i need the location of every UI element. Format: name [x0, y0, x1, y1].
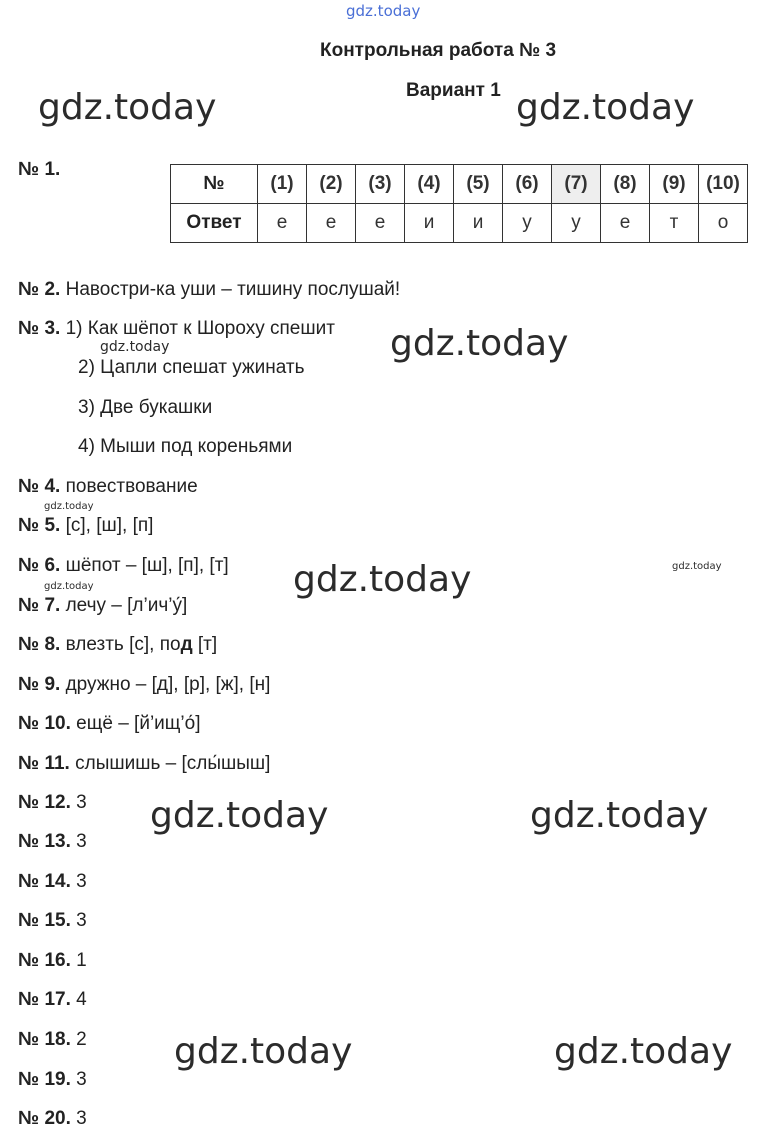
header-cell: № [171, 165, 258, 204]
task-number: № 15. [18, 910, 71, 931]
task-number: № 2. [18, 279, 61, 300]
task-number: № 20. [18, 1108, 71, 1129]
task-number: № 5. [18, 515, 61, 536]
answer-cell: и [454, 204, 503, 243]
answer-cell: у [503, 204, 552, 243]
watermark: gdz.today [38, 87, 217, 128]
task-answer-item: 1) Как шёпот к Шороху спешит [65, 318, 335, 339]
task-answer: 4 [76, 989, 87, 1010]
task-number: № 1. [18, 159, 61, 180]
task-number: № 17. [18, 989, 71, 1010]
watermark: gdz.today [150, 795, 329, 836]
answer-cell: е [356, 204, 405, 243]
task-answer-bold: д [180, 634, 193, 655]
task-answer: ещё – [й’ищ’о́] [76, 713, 201, 734]
task-number: № 10. [18, 713, 71, 734]
task-answer: 3 [76, 910, 87, 931]
column-header: (3) [356, 165, 405, 204]
task-9 [18, 673, 270, 697]
watermark: gdz.today [44, 581, 94, 592]
task-number: № 12. [18, 792, 71, 813]
column-header: (6) [503, 165, 552, 204]
watermark: gdz.today [44, 501, 94, 512]
answers-table [170, 164, 748, 243]
task-answer: [т] [192, 634, 218, 655]
task-answer: 3 [76, 871, 87, 892]
task-answer-item: 4) Мыши под кореньями [78, 436, 293, 457]
task-15 [18, 909, 87, 933]
watermark: gdz.today [554, 1031, 733, 1072]
column-header: (10) [699, 165, 748, 204]
task-10 [18, 712, 200, 736]
task-number: № 9. [18, 674, 61, 695]
watermark: gdz.today [672, 561, 722, 572]
task-14 [18, 870, 87, 894]
task-number: № 6. [18, 555, 61, 576]
answer-cell: т [650, 204, 699, 243]
task-17 [18, 988, 87, 1012]
task-answer: [с], [ш], [п] [65, 515, 154, 536]
task-answer: 3 [76, 1108, 87, 1129]
task-6 [18, 554, 229, 578]
task-8 [18, 633, 217, 657]
task-answer: 3 [76, 1069, 87, 1090]
task-answer: Навостри-ка уши – тишину послушай! [65, 279, 401, 300]
task-answer: лечу – [л’ич’у́] [65, 595, 188, 616]
task-answer: дружно – [д], [р], [ж], [н] [65, 674, 271, 695]
column-header: (9) [650, 165, 699, 204]
task-7 [18, 594, 187, 618]
column-header: (2) [307, 165, 356, 204]
task-answer: шёпот – [ш], [п], [т] [65, 555, 229, 576]
task-number: № 11. [18, 753, 70, 774]
task-13 [18, 830, 87, 854]
task-number: № 18. [18, 1029, 71, 1050]
watermark: gdz.today [174, 1031, 353, 1072]
answer-cell: о [699, 204, 748, 243]
answer-cell: и [405, 204, 454, 243]
table-header-row [171, 165, 748, 204]
task-number: № 14. [18, 871, 71, 892]
task-answer: 2 [76, 1029, 87, 1050]
task-11 [18, 752, 270, 776]
answer-cell: е [307, 204, 356, 243]
task-2 [18, 278, 400, 302]
column-header: (7) [552, 165, 601, 204]
watermark: gdz.today [100, 339, 170, 355]
task-answer-item: 2) Цапли спешат ужинать [78, 357, 305, 378]
table-answer-row [171, 204, 748, 243]
answer-cell: у [552, 204, 601, 243]
task-number: № 8. [18, 634, 61, 655]
task-number: № 7. [18, 595, 61, 616]
task-number: № 13. [18, 831, 71, 852]
task-16 [18, 949, 87, 973]
task-12 [18, 791, 87, 815]
task-answer: слышишь – [слы́шыш] [75, 753, 271, 774]
task-number: № 4. [18, 476, 61, 497]
task-answer-item: 3) Две букашки [78, 397, 213, 418]
task-answer: 1 [76, 950, 87, 971]
task-19 [18, 1068, 87, 1092]
task-4 [18, 475, 198, 499]
column-header: (5) [454, 165, 503, 204]
task-20 [18, 1107, 87, 1131]
answer-cell: е [258, 204, 307, 243]
column-header: (8) [601, 165, 650, 204]
task-answer: 3 [76, 831, 87, 852]
task-18 [18, 1028, 87, 1052]
task-number: № 19. [18, 1069, 71, 1090]
watermark: gdz.today [530, 795, 709, 836]
variant-title: Вариант 1 [406, 80, 501, 101]
task-3 [18, 317, 335, 341]
task-answer: влезть [с], по [65, 634, 181, 655]
page-title: Контрольная работа № 3 [320, 40, 557, 61]
task-number: № 3. [18, 318, 61, 339]
column-header: (1) [258, 165, 307, 204]
watermark: gdz.today [516, 87, 695, 128]
answer-label-cell: Ответ [171, 204, 258, 243]
watermark: gdz.today [293, 559, 472, 600]
answer-cell: е [601, 204, 650, 243]
task-5 [18, 514, 153, 538]
task-number: № 16. [18, 950, 71, 971]
watermark: gdz.today [390, 323, 569, 364]
column-header: (4) [405, 165, 454, 204]
watermark-top: gdz.today [346, 2, 421, 20]
task-answer: повествование [65, 476, 198, 497]
task-answer: 3 [76, 792, 87, 813]
